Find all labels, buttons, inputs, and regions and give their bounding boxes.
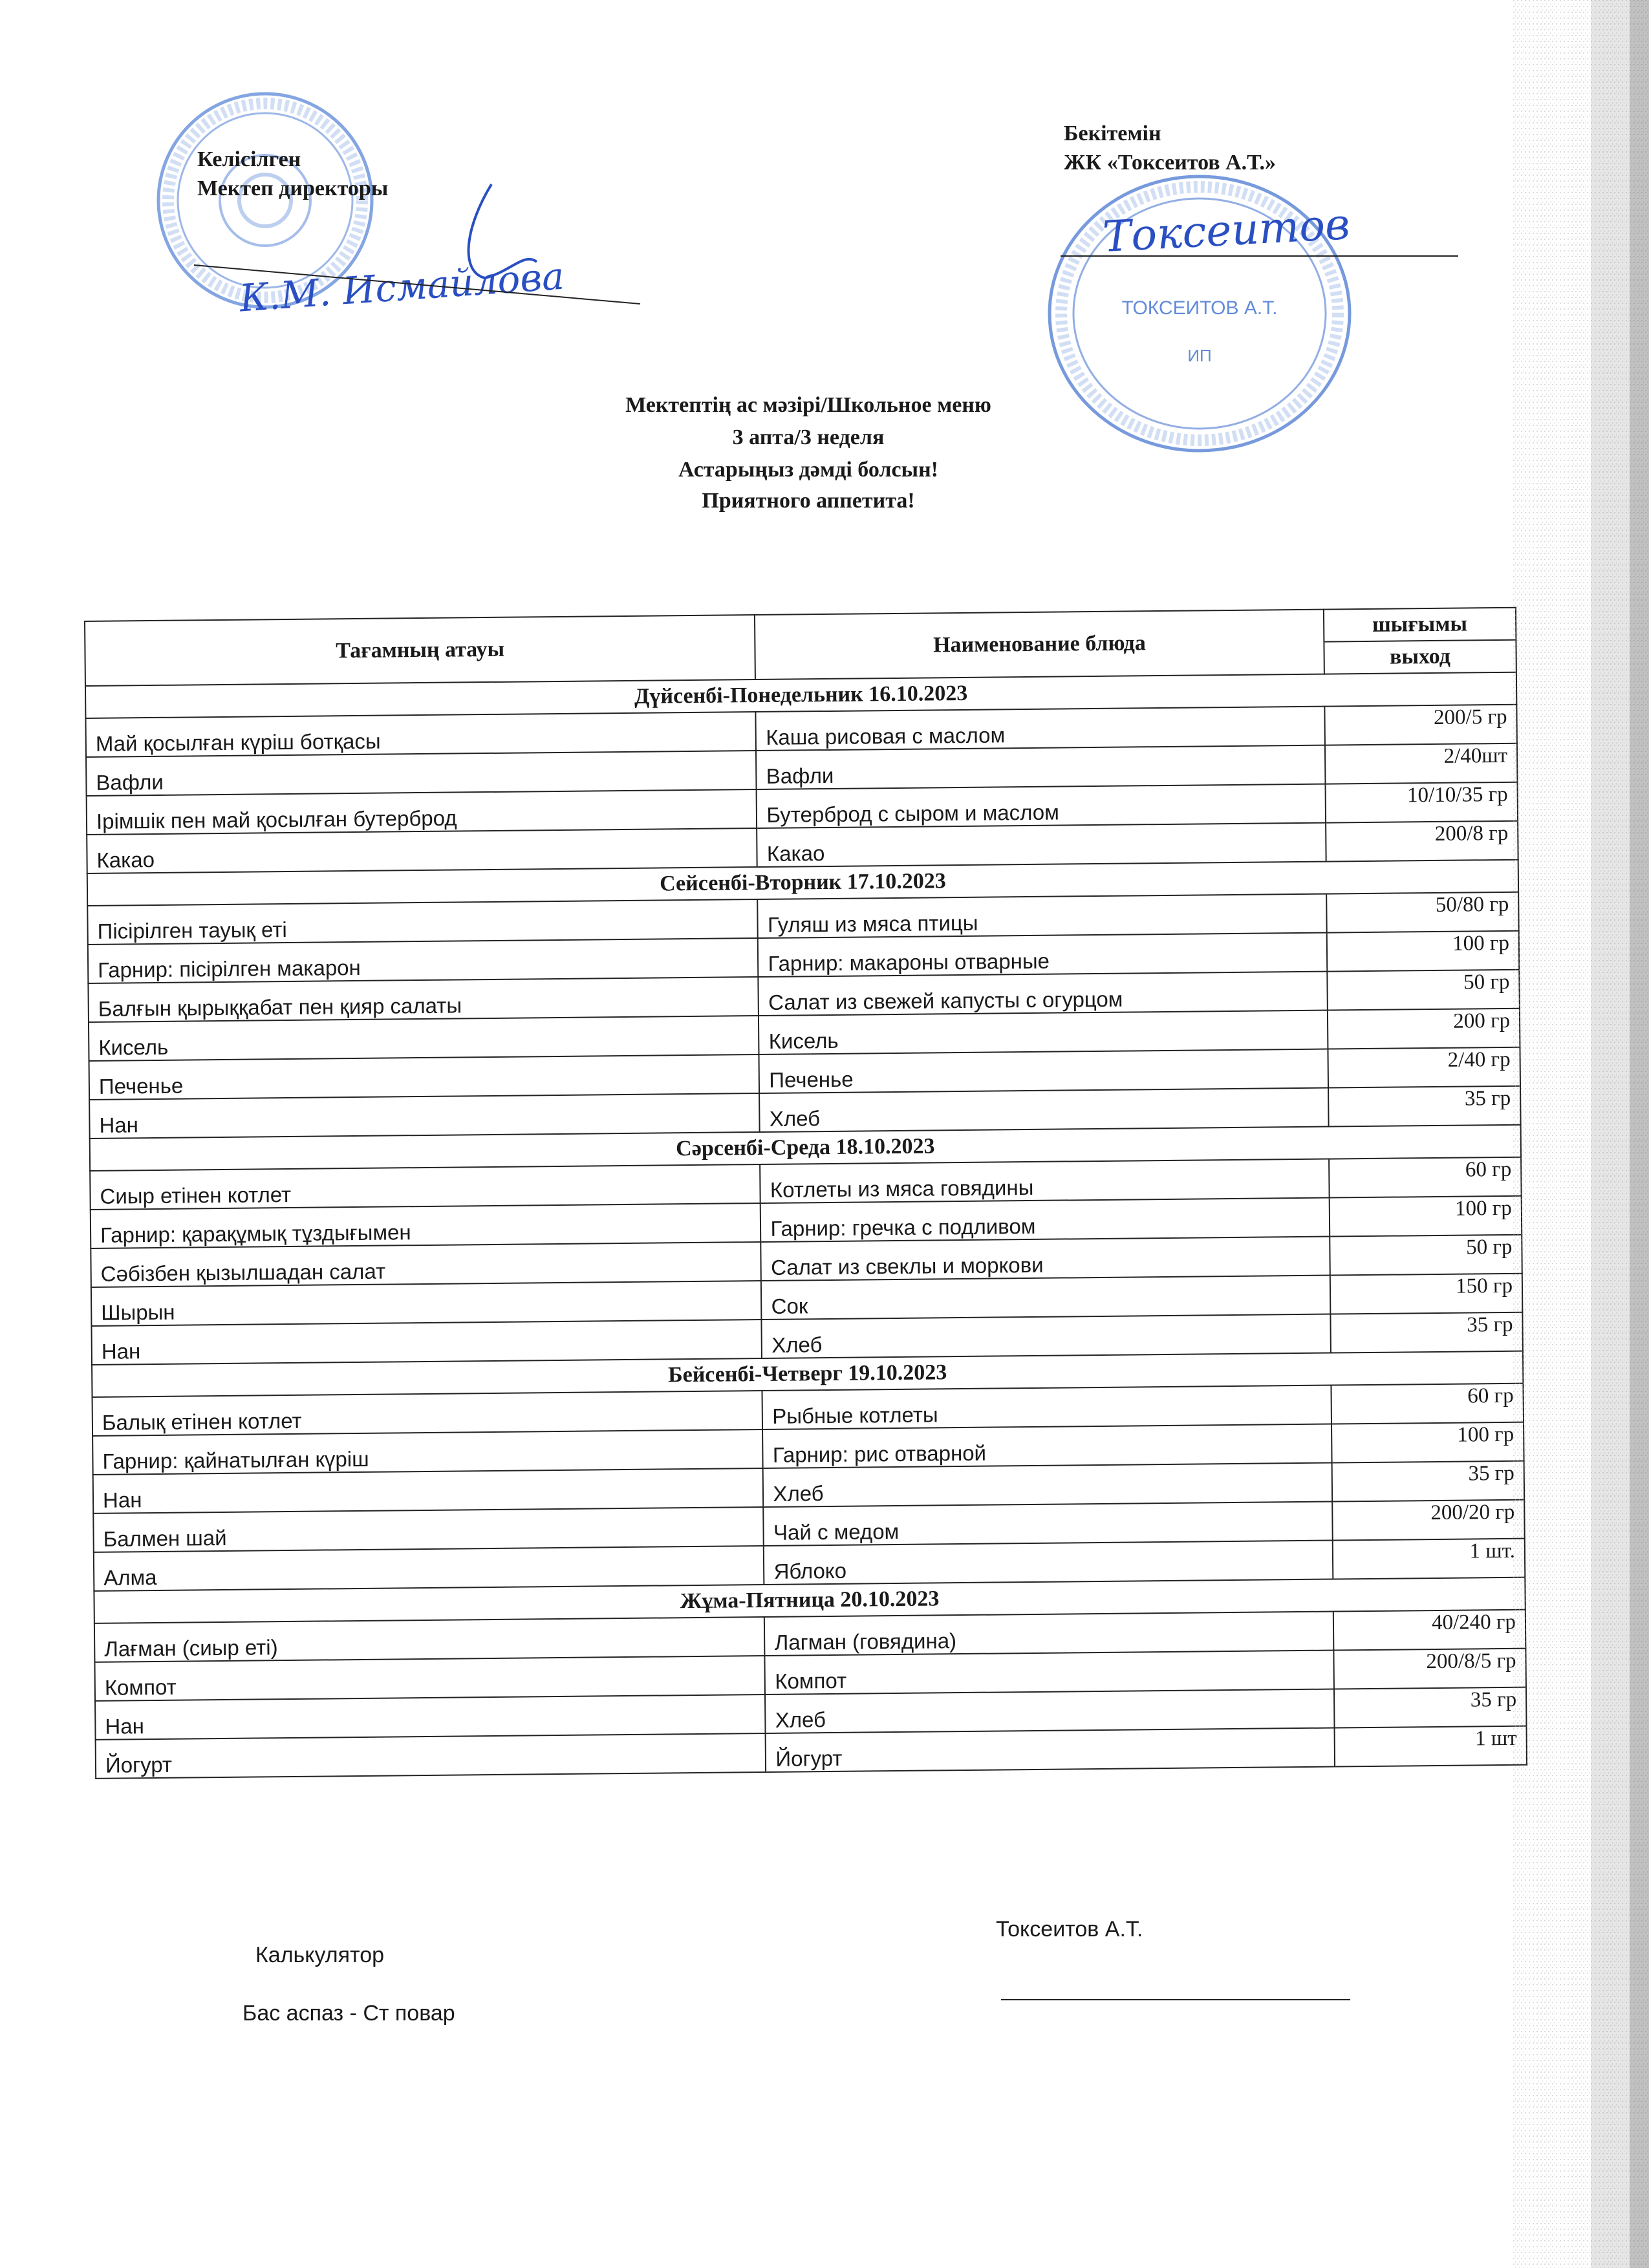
stamp-name: ТОКСЕИТОВ А.Т. [1121,297,1278,319]
day-title: Жұма-Пятница 20.10.2023 [94,1578,1525,1623]
approval-left-line1: Келісілген [197,147,301,171]
dish-name-kz: Балғын қырыққабат пен қияр салаты [88,977,759,1022]
dish-yield: 60 гр [1329,1157,1522,1198]
dish-name-kz: Нан [95,1695,766,1740]
dish-name-ru: Лагман (говядина) [764,1612,1333,1656]
dish-name-ru: Вафли [756,745,1325,789]
day-title: Сәрсенбі-Среда 18.10.2023 [90,1125,1521,1171]
dish-name-ru: Хлеб [760,1088,1329,1132]
dish-name-ru: Яблоко [764,1541,1333,1585]
dish-yield: 50/80 гр [1326,892,1519,933]
dish-name-ru: Хлеб [765,1689,1334,1733]
dish-name-kz: Май қосылған күріш ботқасы [85,712,756,757]
dish-yield: 200/8/5 гр [1333,1649,1526,1689]
dish-yield: 35 гр [1330,1312,1523,1353]
dish-name-ru: Гуляш из мяса птицы [758,894,1327,938]
dish-yield: 200/20 гр [1332,1500,1525,1541]
dish-name-ru: Йогурт [766,1728,1335,1772]
dish-yield: 50 гр [1330,1235,1522,1276]
wish-kz: Астарыңыз дәмді болсын! [678,458,938,482]
dish-yield: 60 гр [1331,1384,1524,1424]
dish-name-kz: Йогурт [96,1733,766,1779]
footer-signature-line [1001,1999,1350,2000]
day-title: Дүйсенбі-Понедельник 16.10.2023 [85,672,1516,718]
dish-name-ru: Гарнир: макароны отварные [758,933,1327,977]
dish-yield: 1 шт. [1332,1539,1525,1579]
dish-name-kz: Нан [93,1468,764,1514]
dish-name-ru: Чай с медом [764,1502,1333,1546]
dish-name-kz: Сәбізбен қызылшадан салат [91,1242,761,1287]
dish-name-ru: Гарнир: гречка с подливом [760,1198,1330,1242]
dish-name-kz: Балмен шай [93,1507,764,1552]
dish-name-ru: Какао [757,823,1326,867]
dish-name-ru: Хлеб [763,1463,1332,1507]
footer-name: Токсеитов А.Т. [996,1917,1143,1942]
dish-name-kz: Ірімшік пен май қосылған бутерброд [87,789,757,835]
dish-yield: 35 гр [1331,1461,1524,1502]
dish-name-kz: Какао [87,828,757,873]
dish-name-ru: Печенье [759,1049,1328,1093]
menu-title: Мектептің ас мәзірі/Школьное меню [625,393,991,417]
header-kz: Тағамның атауы [85,615,755,686]
dish-yield: 200 гр [1327,1009,1520,1049]
dish-name-kz: Балық етінен котлет [92,1391,763,1436]
dish-name-ru: Гарнир: рис отварной [762,1424,1331,1468]
day-title: Сейсенбі-Вторник 17.10.2023 [87,860,1518,906]
dish-yield: 35 гр [1328,1086,1521,1127]
dish-name-ru: Кисель [759,1011,1328,1054]
dish-name-ru: Сок [761,1276,1330,1320]
dish-name-ru: Хлеб [762,1314,1331,1358]
dish-name-ru: Бутерброд с сыром и маслом [757,784,1326,828]
approval-left-signature-stroke [188,175,653,317]
dish-name-ru: Компот [765,1651,1334,1695]
approval-right-signature-line [1061,255,1458,257]
footer-chef: Бас аспаз - Ст повар [242,2001,455,2026]
dish-yield: 100 гр [1326,931,1519,972]
scan-artifact [1436,0,1649,2268]
dish-name-kz: Шырын [91,1281,762,1326]
dish-yield: 200/5 гр [1324,705,1517,745]
dish-yield: 10/10/35 гр [1325,782,1518,823]
footer-calculator: Калькулятор [255,1943,385,1967]
dish-yield: 2/40шт [1325,744,1518,784]
dish-yield: 50 гр [1327,970,1520,1011]
stamp-suffix: ИП [1187,346,1212,365]
day-title: Бейсенбі-Четверг 19.10.2023 [92,1351,1523,1397]
dish-name-kz: Вафли [86,751,757,796]
header-ru: Наименование блюда [755,610,1324,679]
dish-name-kz: Лағман (сиыр еті) [94,1617,765,1662]
dish-name-kz: Алма [94,1546,764,1591]
dish-yield: 2/40 гр [1328,1047,1520,1088]
approval-left-line2: Мектеп директоры [197,177,389,200]
header-yield-ru: выход [1324,639,1516,674]
dish-yield: 100 гр [1329,1196,1522,1237]
dish-name-kz: Гарнир: пісірілген макарон [88,938,759,983]
dish-name-kz: Кисель [89,1016,759,1061]
header-yield-kz: шығымы [1372,612,1468,637]
dish-name-kz: Печенье [89,1054,760,1100]
dish-yield: 100 гр [1331,1422,1524,1463]
dish-name-ru: Салат из свеклы и моркови [761,1237,1330,1281]
dish-name-kz: Нан [91,1320,762,1365]
approval-right-line2: ЖК «Токсеитов А.Т.» [1064,151,1276,175]
dish-name-kz: Компот [94,1656,765,1701]
dish-yield: 200/8 гр [1326,821,1518,862]
dish-name-ru: Котлеты из мяса говядины [760,1159,1330,1203]
dish-name-kz: Пісірілген тауық еті [87,899,758,945]
dish-name-ru: Рыбные котлеты [762,1385,1331,1429]
approval-right-signature: Токсеитов [1101,199,1352,262]
dish-name-kz: Нан [89,1093,760,1139]
dish-name-kz: Сиыр етінен котлет [90,1164,760,1210]
wish-ru: Приятного аппетита! [702,489,915,513]
dish-name-kz: Гарнир: қарақұмық тұздығымен [91,1203,761,1248]
menu-table [84,607,1527,1779]
dish-yield: 150 гр [1330,1274,1522,1314]
dish-name-ru: Каша рисовая с маслом [756,707,1325,751]
dish-yield: 1 шт [1334,1726,1527,1767]
approval-left-signature: К.М. Исмайлова [238,253,566,321]
week-label: 3 апта/3 неделя [732,425,885,449]
dish-name-kz: Гарнир: қайнатылған күріш [92,1429,763,1475]
dish-yield: 35 гр [1334,1687,1527,1728]
approval-right-line1: Бекітемін [1064,122,1161,145]
dish-yield: 40/240 гр [1333,1610,1525,1651]
dish-name-ru: Салат из свежей капусты с огурцом [759,972,1328,1016]
